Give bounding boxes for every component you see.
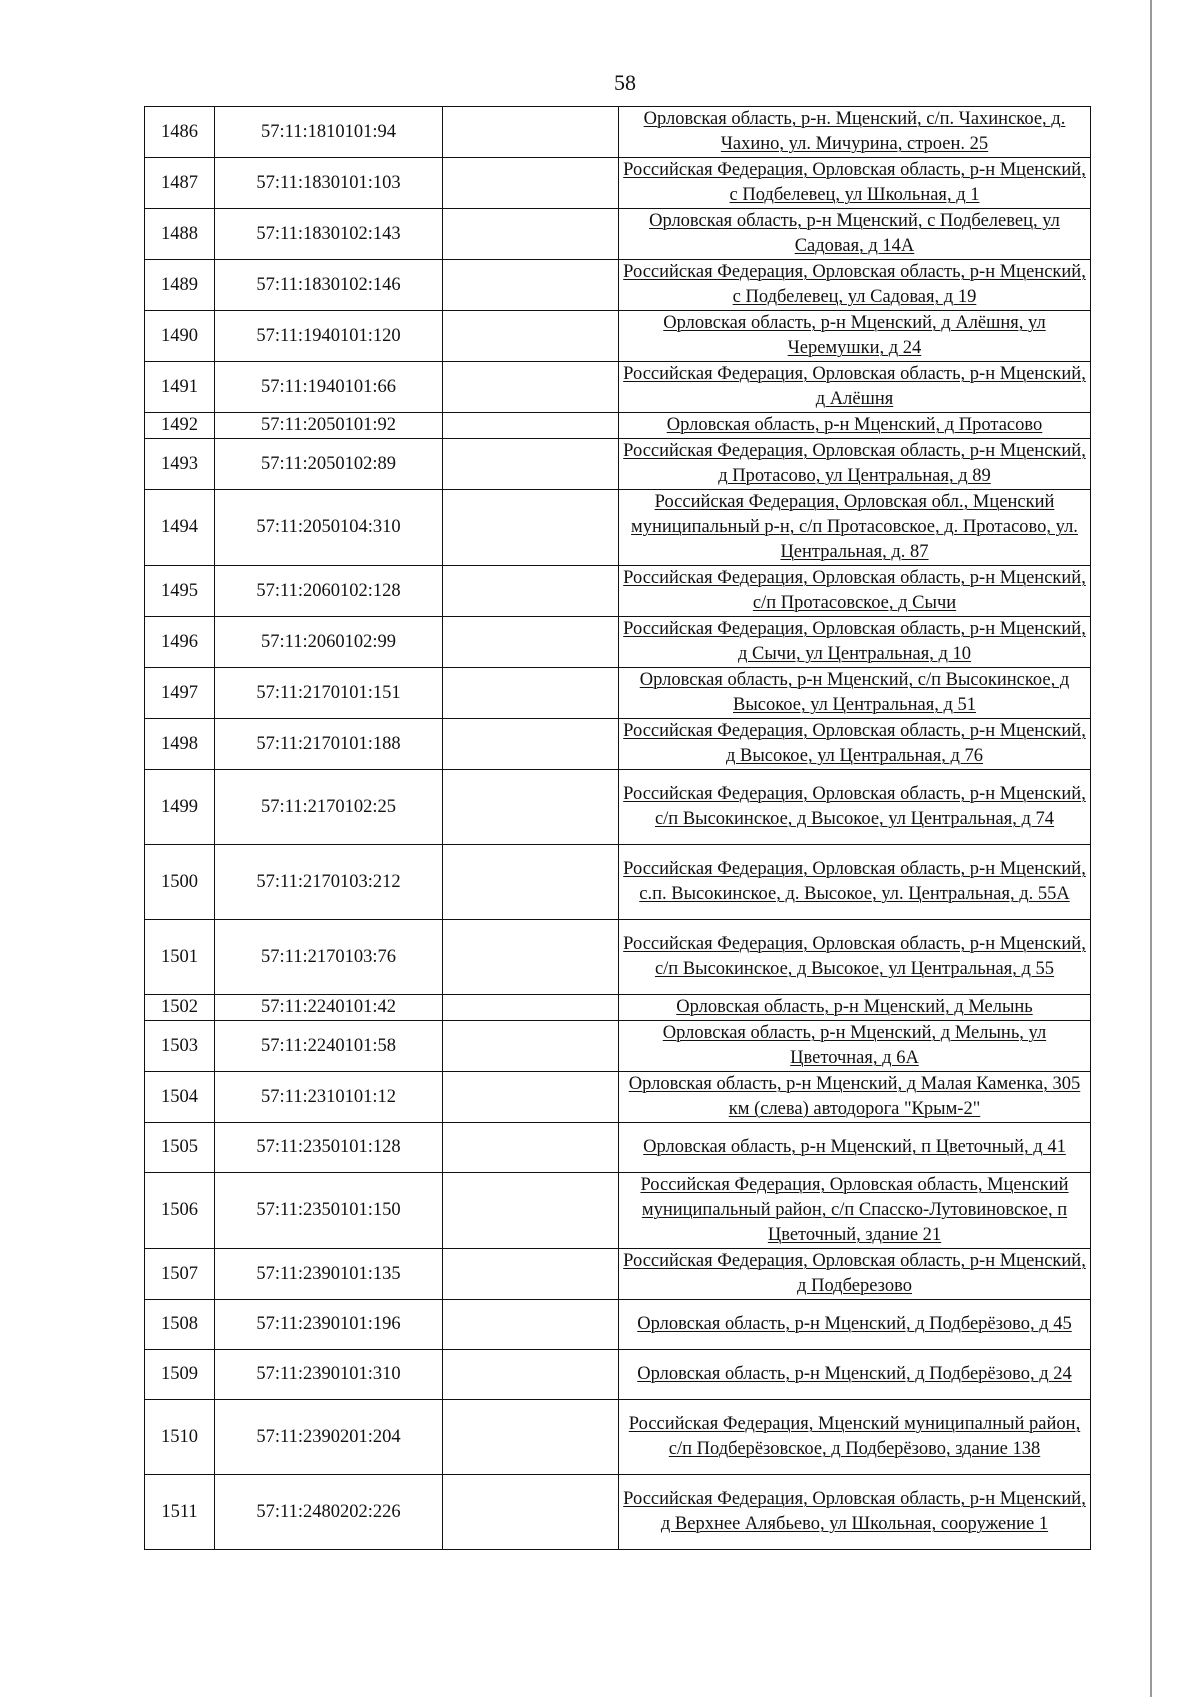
empty-cell	[443, 1072, 619, 1123]
table-row	[145, 1475, 1091, 1550]
table-row	[145, 439, 1091, 490]
address-cell: Орловская область, р-н. Мценский, с/п. Чахинское, д. Чахино, ул. Мичурина, строен. 25	[619, 107, 1091, 158]
cadastral-number-cell: 57:11:2170101:151	[215, 668, 443, 719]
empty-cell	[443, 1021, 619, 1072]
address-cell: Российская Федерация, Орловская область, р-н Мценский, д Верхнее Алябьево, ул Школьная, сооружение 1	[619, 1475, 1091, 1550]
address-cell: Российская Федерация, Орловская область, р-н Мценский, с/п Высокинское, д Высокое, ул Центральная, д 55	[619, 920, 1091, 995]
empty-cell	[443, 107, 619, 158]
row-number-cell: 1500	[145, 845, 215, 920]
table-row	[145, 617, 1091, 668]
address-cell: Российская Федерация, Орловская область, р-н Мценский, д Протасово, ул Центральная, д 89	[619, 439, 1091, 490]
table-row	[145, 770, 1091, 845]
empty-cell	[443, 566, 619, 617]
cadastral-number-cell: 57:11:2310101:12	[215, 1072, 443, 1123]
row-number-cell: 1504	[145, 1072, 215, 1123]
address-cell: Российская Федерация, Орловская область, р-н Мценский, д Высокое, ул Центральная, д 76	[619, 719, 1091, 770]
row-number-cell: 1492	[145, 413, 215, 439]
address-cell: Российская Федерация, Орловская область, р-н Мценский, д Алёшня	[619, 362, 1091, 413]
address-cell: Российская Федерация, Орловская обл., Мценский муниципальный р-н, с/п Протасовское, д. Протасово, ул. Центральная, д. 87	[619, 490, 1091, 566]
row-number-cell: 1502	[145, 995, 215, 1021]
empty-cell	[443, 490, 619, 566]
table-row	[145, 413, 1091, 439]
address-cell: Российская Федерация, Орловская область, р-н Мценский, д Сычи, ул Центральная, д 10	[619, 617, 1091, 668]
address-cell: Орловская область, р-н Мценский, п Цветочный, д 41	[619, 1123, 1091, 1173]
cadastral-number-cell: 57:11:2050102:89	[215, 439, 443, 490]
empty-cell	[443, 1173, 619, 1249]
empty-cell	[443, 158, 619, 209]
table-row	[145, 995, 1091, 1021]
row-number-cell: 1508	[145, 1300, 215, 1350]
empty-cell	[443, 1300, 619, 1350]
cadastral-number-cell: 57:11:2170101:188	[215, 719, 443, 770]
row-number-cell: 1497	[145, 668, 215, 719]
empty-cell	[443, 209, 619, 260]
table-row	[145, 1400, 1091, 1475]
row-number-cell: 1509	[145, 1350, 215, 1400]
cadastral-number-cell: 57:11:2240101:42	[215, 995, 443, 1021]
cadastral-number-cell: 57:11:2350101:150	[215, 1173, 443, 1249]
table-row	[145, 719, 1091, 770]
empty-cell	[443, 617, 619, 668]
empty-cell	[443, 1123, 619, 1173]
row-number-cell: 1490	[145, 311, 215, 362]
table-row	[145, 1021, 1091, 1072]
empty-cell	[443, 845, 619, 920]
row-number-cell: 1505	[145, 1123, 215, 1173]
address-cell: Российская Федерация, Орловская область, р-н Мценский, с.п. Высокинское, д. Высокое, ул. Центральная, д. 55А	[619, 845, 1091, 920]
cadastral-number-cell: 57:11:2350101:128	[215, 1123, 443, 1173]
cadastral-number-cell: 57:11:2050104:310	[215, 490, 443, 566]
table-row	[145, 1249, 1091, 1300]
table-row	[145, 668, 1091, 719]
address-cell: Орловская область, р-н Мценский, д Подберёзово, д 45	[619, 1300, 1091, 1350]
empty-cell	[443, 1249, 619, 1300]
empty-cell	[443, 1400, 619, 1475]
cadastral-number-cell: 57:11:1940101:120	[215, 311, 443, 362]
table-row	[145, 209, 1091, 260]
empty-cell	[443, 362, 619, 413]
address-cell: Российская Федерация, Орловская область, р-н Мценский, с Подбелевец, ул Школьная, д 1	[619, 158, 1091, 209]
address-cell: Орловская область, р-н Мценский, д Мелынь, ул Цветочная, д 6А	[619, 1021, 1091, 1072]
cadastral-number-cell: 57:11:2240101:58	[215, 1021, 443, 1072]
address-cell: Орловская область, р-н Мценский, д Алёшня, ул Черемушки, д 24	[619, 311, 1091, 362]
table-row	[145, 1300, 1091, 1350]
row-number-cell: 1495	[145, 566, 215, 617]
table-row	[145, 260, 1091, 311]
row-number-cell: 1501	[145, 920, 215, 995]
table-row	[145, 1123, 1091, 1173]
address-cell: Российская Федерация, Орловская область, р-н Мценский, с/п Высокинское, д Высокое, ул Центральная, д 74	[619, 770, 1091, 845]
empty-cell	[443, 439, 619, 490]
table-row	[145, 566, 1091, 617]
address-cell: Российская Федерация, Мценский муниципалный район, с/п Подберёзовское, д Подберёзово, здание 138	[619, 1400, 1091, 1475]
empty-cell	[443, 1350, 619, 1400]
row-number-cell: 1506	[145, 1173, 215, 1249]
page-edge-line	[1150, 0, 1152, 1697]
table-row	[145, 362, 1091, 413]
row-number-cell: 1489	[145, 260, 215, 311]
empty-cell	[443, 920, 619, 995]
cadastral-number-cell: 57:11:1810101:94	[215, 107, 443, 158]
row-number-cell: 1503	[145, 1021, 215, 1072]
row-number-cell: 1486	[145, 107, 215, 158]
cadastral-number-cell: 57:11:2390201:204	[215, 1400, 443, 1475]
table-row	[145, 1072, 1091, 1123]
row-number-cell: 1494	[145, 490, 215, 566]
empty-cell	[443, 260, 619, 311]
page-number: 58	[614, 70, 636, 95]
cadastral-number-cell: 57:11:2390101:310	[215, 1350, 443, 1400]
cadastral-number-cell: 57:11:1830102:146	[215, 260, 443, 311]
cadastral-number-cell: 57:11:2170103:212	[215, 845, 443, 920]
table-row	[145, 845, 1091, 920]
row-number-cell: 1491	[145, 362, 215, 413]
row-number-cell: 1496	[145, 617, 215, 668]
table-row	[145, 490, 1091, 566]
row-number-cell: 1507	[145, 1249, 215, 1300]
table-row	[145, 1173, 1091, 1249]
row-number-cell: 1488	[145, 209, 215, 260]
row-number-cell: 1493	[145, 439, 215, 490]
empty-cell	[443, 413, 619, 439]
address-cell: Российская Федерация, Орловская область, Мценский муниципальный район, с/п Спасско-Лутовиновское, п Цветочный, здание 21	[619, 1173, 1091, 1249]
cadastral-number-cell: 57:11:2480202:226	[215, 1475, 443, 1550]
cadastral-number-cell: 57:11:2060102:128	[215, 566, 443, 617]
row-number-cell: 1510	[145, 1400, 215, 1475]
empty-cell	[443, 719, 619, 770]
cadastral-number-cell: 57:11:2390101:196	[215, 1300, 443, 1350]
row-number-cell: 1499	[145, 770, 215, 845]
row-number-cell: 1498	[145, 719, 215, 770]
registry-table-body	[145, 107, 1091, 1550]
row-number-cell: 1487	[145, 158, 215, 209]
address-cell: Орловская область, р-н Мценский, д Подберёзово, д 24	[619, 1350, 1091, 1400]
cadastral-number-cell: 57:11:2050101:92	[215, 413, 443, 439]
address-cell: Российская Федерация, Орловская область, р-н Мценский, с/п Протасовское, д Сычи	[619, 566, 1091, 617]
address-cell: Орловская область, р-н Мценский, с Подбелевец, ул Садовая, д 14А	[619, 209, 1091, 260]
cadastral-number-cell: 57:11:2170102:25	[215, 770, 443, 845]
address-cell: Орловская область, р-н Мценский, д Мелынь	[619, 995, 1091, 1021]
cadastral-number-cell: 57:11:1830102:143	[215, 209, 443, 260]
address-cell: Орловская область, р-н Мценский, д Малая Каменка, 305 км (слева) автодорога "Крым-2"	[619, 1072, 1091, 1123]
address-cell: Российская Федерация, Орловская область, р-н Мценский, д Подберезово	[619, 1249, 1091, 1300]
address-cell: Орловская область, р-н Мценский, с/п Высокинское, д Высокое, ул Центральная, д 51	[619, 668, 1091, 719]
cadastral-number-cell: 57:11:2390101:135	[215, 1249, 443, 1300]
cadastral-number-cell: 57:11:1830101:103	[215, 158, 443, 209]
table-row	[145, 1350, 1091, 1400]
empty-cell	[443, 668, 619, 719]
empty-cell	[443, 770, 619, 845]
cadastral-number-cell: 57:11:1940101:66	[215, 362, 443, 413]
empty-cell	[443, 1475, 619, 1550]
row-number-cell: 1511	[145, 1475, 215, 1550]
table-row	[145, 107, 1091, 158]
table-row	[145, 920, 1091, 995]
cadastral-number-cell: 57:11:2060102:99	[215, 617, 443, 668]
empty-cell	[443, 311, 619, 362]
cadastral-number-cell: 57:11:2170103:76	[215, 920, 443, 995]
table-row	[145, 158, 1091, 209]
empty-cell	[443, 995, 619, 1021]
address-cell: Орловская область, р-н Мценский, д Протасово	[619, 413, 1091, 439]
registry-table	[144, 106, 1091, 1550]
address-cell: Российская Федерация, Орловская область, р-н Мценский, с Подбелевец, ул Садовая, д 19	[619, 260, 1091, 311]
table-row	[145, 311, 1091, 362]
